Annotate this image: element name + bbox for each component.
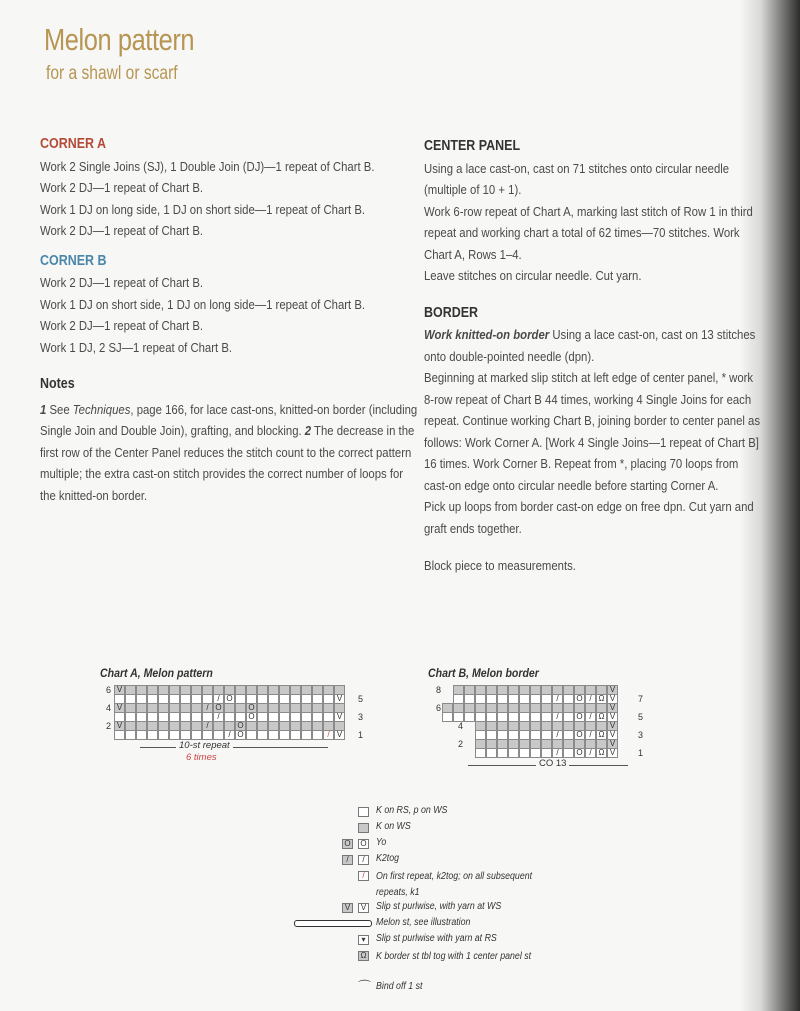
corner-b-line: Work 2 DJ—1 repeat of Chart B. — [40, 318, 204, 333]
corner-b-heading: CORNER B — [40, 252, 107, 269]
chart-cell — [202, 730, 213, 740]
chart-cell — [136, 730, 147, 740]
chart-cell: V — [114, 685, 125, 695]
corner-a-line: Work 2 DJ—1 repeat of Chart B. — [40, 180, 204, 195]
chart-cell: O — [574, 712, 585, 722]
chart-a-title: Chart A, Melon pattern — [100, 666, 213, 680]
chart-a-row-label: 5 — [358, 694, 364, 704]
chart-cell — [169, 730, 180, 740]
chart-cell: Ω — [596, 730, 607, 740]
chart-b-row-label: 4 — [458, 721, 464, 731]
corner-b-line: Work 1 DJ, 2 SJ—1 repeat of Chart B. — [40, 339, 233, 355]
chart-cell — [257, 730, 268, 740]
chart-cell: O — [235, 730, 246, 740]
chart-cell — [475, 748, 486, 758]
chart-cell: V — [607, 721, 618, 731]
border-line: Block piece to measurements. — [424, 558, 576, 573]
chart-cell — [301, 730, 312, 740]
chart-cell: O — [246, 712, 257, 722]
chart-b-title: Chart B, Melon border — [428, 666, 539, 680]
legend-label: Yo — [376, 837, 387, 848]
legend-label: K on RS, p on WS — [376, 805, 448, 816]
chart-cell: V — [607, 694, 618, 704]
chart-cell: / — [552, 712, 563, 722]
chart-cell: Ω — [596, 712, 607, 722]
legend-label: Slip st purlwise, with yarn at WS — [376, 901, 502, 912]
chart-b-row-label: 7 — [638, 694, 644, 704]
chart-cell: / — [552, 730, 563, 740]
chart-cell — [464, 712, 475, 722]
chart-cell: V — [607, 685, 618, 695]
chart-cell — [213, 730, 224, 740]
chart-b-row-label: 2 — [458, 739, 464, 749]
border-line: Beginning at marked slip stitch at left edge of center panel, * work 8-row repeat of Chart B 44 times, working 4 Single Joins for each repeat. Continue working Chart B, joining border to center panel as follows: Work Corner A. [Work 4 Single Joins—1 repeat of Chart B] 16 times. Work Corner B. Repeat from *, placing 70 loops from cast-on edge onto circular needle before starting Corner A. — [424, 370, 761, 493]
center-panel-heading: CENTER PANEL — [424, 138, 521, 154]
legend-symbol-slip-rs: ▾ — [358, 935, 369, 945]
chart-cell — [246, 730, 257, 740]
chart-cell — [442, 712, 453, 722]
chart-cell: / — [213, 694, 224, 704]
legend-symbol-slip-ws: V — [358, 903, 369, 913]
chart-cell: V — [114, 703, 125, 713]
corner-a-line: Work 1 DJ on long side, 1 DJ on short side—1 repeat of Chart B. — [40, 201, 366, 217]
chart-cell: V — [114, 721, 125, 731]
chart-cell: O — [235, 721, 246, 731]
chart-a-row-label: 2 — [106, 721, 112, 731]
legend-symbol-yo-ws: O — [342, 839, 353, 849]
corner-b-line: Work 1 DJ on short side, 1 DJ on long side—1 repeat of Chart B. — [40, 296, 366, 312]
legend-symbol-knit — [358, 807, 369, 817]
chart-b-cast-on-label: CO 13 — [536, 758, 569, 769]
legend-symbol-melon — [294, 920, 372, 927]
chart-cell — [180, 730, 191, 740]
chart-cell — [312, 730, 323, 740]
legend-label: K on WS — [376, 821, 411, 832]
chart-cell — [125, 730, 136, 740]
chart-cell — [508, 748, 519, 758]
chart-cell: O — [246, 703, 257, 713]
chart-cell: O — [213, 703, 224, 713]
notes-heading: Notes — [40, 376, 75, 392]
chart-cell: / — [585, 730, 596, 740]
chart-cell — [497, 748, 508, 758]
chart-cell — [519, 748, 530, 758]
right-column — [424, 136, 764, 577]
page-title: Melon pattern — [44, 22, 195, 57]
chart-cell — [563, 748, 574, 758]
page-subtitle: for a shawl or scarf — [46, 63, 178, 84]
chart-cell — [486, 748, 497, 758]
corner-a-line: Work 2 Single Joins (SJ), 1 Double Join (DJ)—1 repeat of Chart B. — [40, 158, 375, 174]
chart-cell — [147, 730, 158, 740]
chart-cell — [279, 730, 290, 740]
legend-symbol-k-on-ws — [358, 823, 369, 833]
chart-a-row-label: 6 — [106, 685, 112, 695]
chart-cell: V — [334, 712, 345, 722]
center-panel-line: Leave stitches on circular needle. Cut yarn. — [424, 268, 642, 283]
corner-b-line: Work 2 DJ—1 repeat of Chart B. — [40, 275, 204, 290]
chart-cell — [114, 730, 125, 740]
notes-text: 1 See Techniques, page 166, for lace cast-ons, knitted-on border (including Single Join and Double Join), grafting, and blocking. 2 The decrease in the first row of the Center Panel reduces the stitch count to the correct pattern multiple; the extra cast-on stitch provides the correct number of loops for the knitted-on border. — [40, 401, 418, 503]
chart-b-row-label: 1 — [638, 748, 644, 758]
chart-cell — [191, 730, 202, 740]
chart-cell: / — [585, 748, 596, 758]
chart-b-row-label: 3 — [638, 730, 644, 740]
legend-symbol-k2tog-ws: / — [342, 855, 353, 865]
chart-cell — [530, 748, 541, 758]
legend-label: On first repeat, k2tog; on all subsequent repeats, k1 — [376, 871, 533, 898]
chart-cell: V — [607, 748, 618, 758]
chart-cell: / — [552, 748, 563, 758]
chart-cell: O — [574, 748, 585, 758]
chart-cell: V — [607, 703, 618, 713]
chart-cell: / — [585, 712, 596, 722]
chart-cell: O — [574, 694, 585, 704]
chart-cell: Ω — [596, 694, 607, 704]
chart-cell: / — [202, 703, 213, 713]
chart-cell: O — [574, 730, 585, 740]
border-heading: BORDER — [424, 304, 479, 321]
center-panel-line: Using a lace cast-on, cast on 71 stitches onto circular needle (multiple of 10 + 1). — [424, 160, 730, 197]
chart-cell: V — [607, 739, 618, 749]
legend-label: K2tog — [376, 853, 400, 864]
legend-symbol-slip-ws-alt: V — [342, 903, 353, 913]
border-line: Work knitted-on border Using a lace cast-on, cast on 13 stitches onto double-pointed needle (dpn). — [424, 327, 756, 364]
chart-a-row-label: 1 — [358, 730, 364, 740]
chart-b-row-label: 8 — [436, 685, 442, 695]
legend-symbol-bind-off: ⌒ — [358, 979, 372, 994]
legend-symbol-k2tog: / — [358, 855, 369, 865]
border-line: Pick up loops from border cast-on edge on free dpn. Cut yarn and graft ends together. — [424, 499, 754, 536]
chart-a — [100, 666, 364, 763]
chart-b-row-label: 5 — [638, 712, 644, 722]
chart-cell: O — [224, 694, 235, 704]
chart-a-repeat-label: 10-st repeat — [176, 740, 233, 751]
chart-cell — [541, 748, 552, 758]
corner-a-line: Work 2 DJ—1 repeat of Chart B. — [40, 223, 204, 238]
legend-label: Slip st purlwise with yarn at RS — [376, 933, 497, 944]
chart-cell: / — [585, 694, 596, 704]
chart-a-row-label: 3 — [358, 712, 364, 722]
legend-symbol-k-border-tbl: Ω — [358, 951, 369, 961]
left-column — [40, 134, 418, 506]
chart-cell: / — [213, 712, 224, 722]
chart-cell: V — [607, 730, 618, 740]
legend-label: Bind off 1 st — [376, 981, 423, 992]
chart-b-row-label: 6 — [436, 703, 442, 713]
chart-cell: / — [224, 730, 235, 740]
legend-label: Melon st, see illustration — [376, 917, 471, 928]
chart-a-row-label: 4 — [106, 703, 112, 713]
chart-cell — [268, 730, 279, 740]
chart-cell: / — [552, 694, 563, 704]
corner-a-heading: CORNER A — [40, 136, 107, 152]
chart-cell: V — [607, 712, 618, 722]
chart-cell: Ω — [596, 748, 607, 758]
chart-cell — [290, 730, 301, 740]
chart-cell: / — [323, 730, 334, 740]
chart-cell: V — [334, 730, 345, 740]
chart-b — [428, 666, 644, 769]
chart-cell — [158, 730, 169, 740]
legend-symbol-yo: O — [358, 839, 369, 849]
chart-a-repeat-times: 6 times — [186, 752, 217, 763]
chart-cell: V — [334, 694, 345, 704]
legend-symbol-k2tog-first: / — [358, 871, 369, 881]
chart-cell: / — [202, 721, 213, 731]
legend-label: K border st tbl tog with 1 center panel st — [376, 951, 532, 962]
center-panel-line: Work 6-row repeat of Chart A, marking last stitch of Row 1 in third repeat and working chart a total of 62 times—70 stitches. Work Chart A, Rows 1–4. — [424, 203, 753, 262]
